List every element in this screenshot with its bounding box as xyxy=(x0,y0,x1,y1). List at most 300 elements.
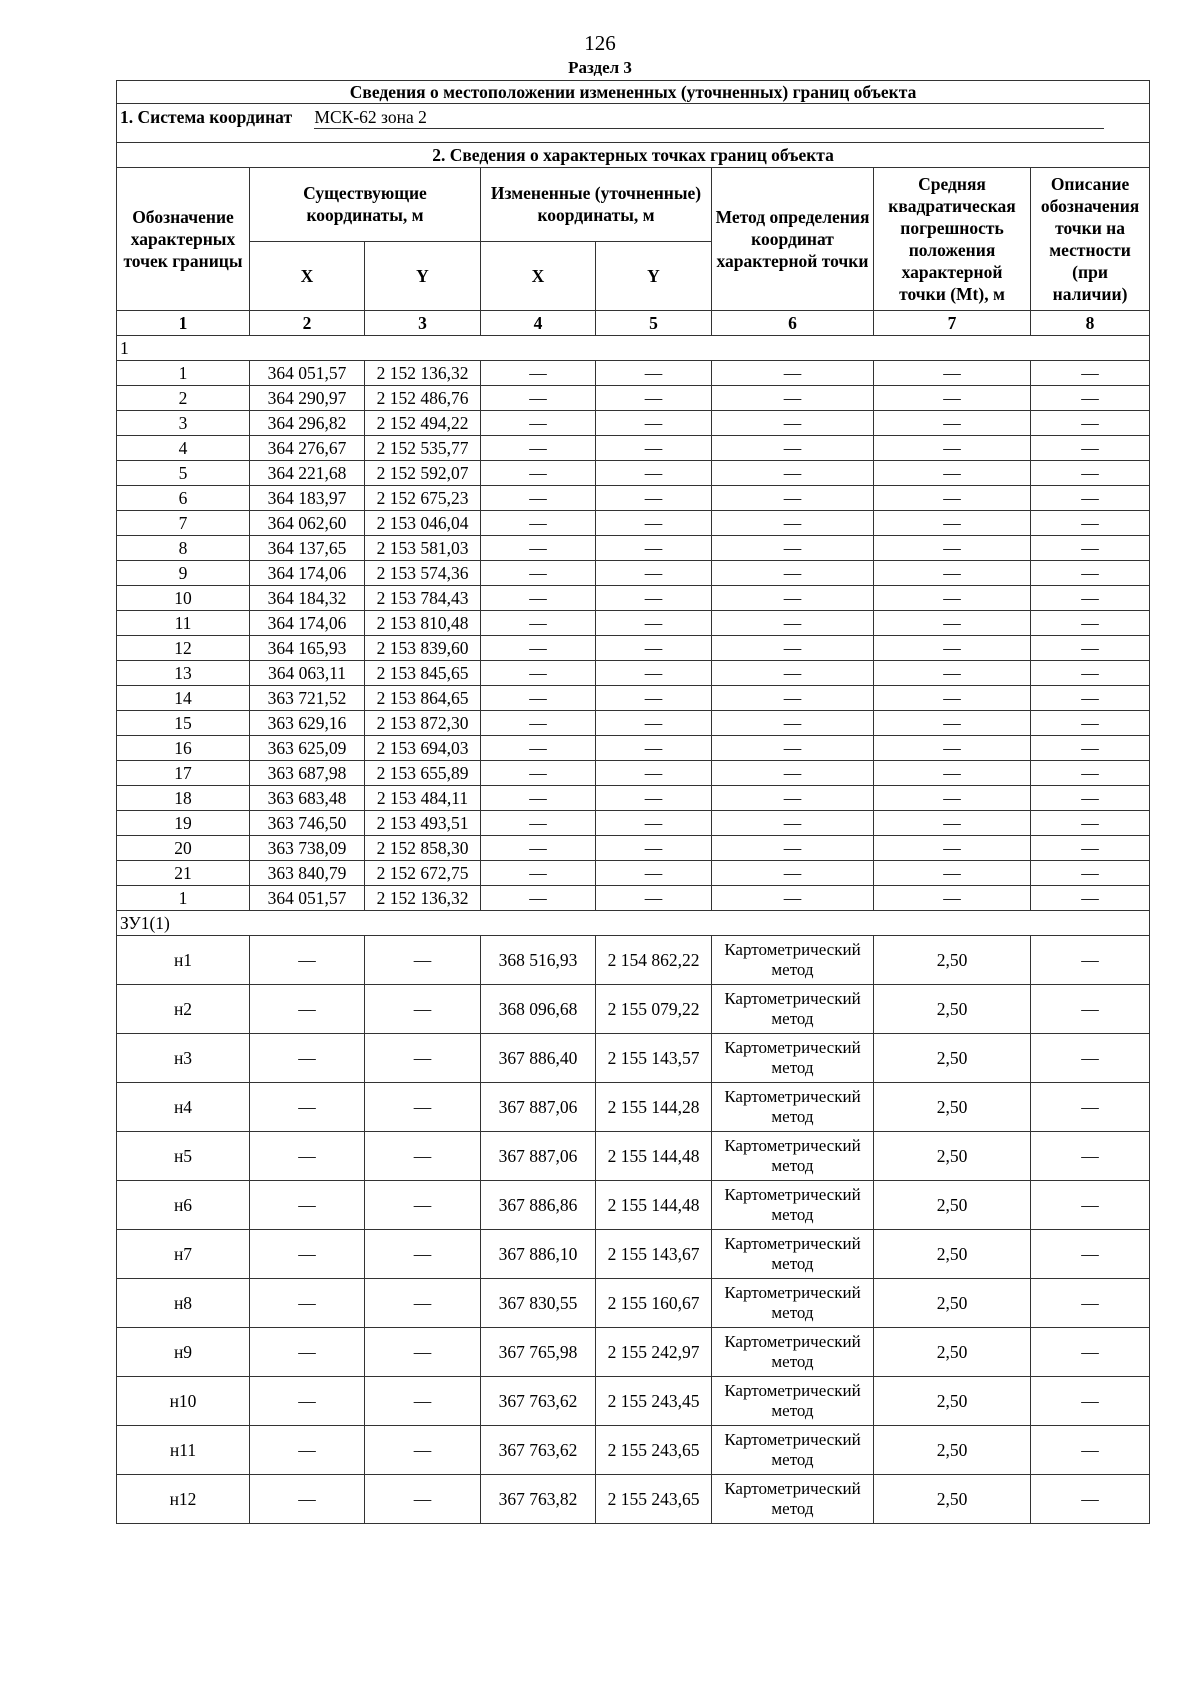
empty-dash: — xyxy=(365,1181,481,1230)
table-row xyxy=(117,1475,1150,1524)
existing-y: 2 153 872,30 xyxy=(365,711,481,736)
method: Картометрический метод xyxy=(712,1328,874,1377)
table-row xyxy=(117,1230,1150,1279)
column-number: 2 xyxy=(250,311,365,336)
table-row xyxy=(117,736,1150,761)
empty-dash: — xyxy=(596,636,712,661)
point-id: 16 xyxy=(117,736,250,761)
empty-dash: — xyxy=(596,511,712,536)
existing-y: 2 152 592,07 xyxy=(365,461,481,486)
empty-dash: — xyxy=(596,861,712,886)
empty-dash: — xyxy=(1031,1181,1150,1230)
empty-dash: — xyxy=(874,811,1031,836)
existing-x: 363 625,09 xyxy=(250,736,365,761)
existing-x: 364 051,57 xyxy=(250,361,365,386)
existing-x: 363 746,50 xyxy=(250,811,365,836)
empty-dash: — xyxy=(1031,1230,1150,1279)
accuracy-mt: 2,50 xyxy=(874,1083,1031,1132)
empty-dash: — xyxy=(712,786,874,811)
empty-dash: — xyxy=(1031,436,1150,461)
empty-dash: — xyxy=(1031,1279,1150,1328)
section-title: Раздел 3 xyxy=(568,58,632,77)
column-number: 3 xyxy=(365,311,481,336)
empty-dash: — xyxy=(712,411,874,436)
empty-dash: — xyxy=(874,736,1031,761)
existing-y: 2 152 672,75 xyxy=(365,861,481,886)
group-header-row xyxy=(117,336,1150,361)
existing-y: 2 152 535,77 xyxy=(365,436,481,461)
table-row xyxy=(117,686,1150,711)
accuracy-mt: 2,50 xyxy=(874,985,1031,1034)
point-id: н8 xyxy=(117,1279,250,1328)
empty-dash: — xyxy=(712,511,874,536)
existing-y: 2 153 046,04 xyxy=(365,511,481,536)
existing-y: 2 153 694,03 xyxy=(365,736,481,761)
point-id: 14 xyxy=(117,686,250,711)
point-id: 2 xyxy=(117,386,250,411)
method: Картометрический метод xyxy=(712,1083,874,1132)
existing-y: 2 153 655,89 xyxy=(365,761,481,786)
empty-dash: — xyxy=(712,836,874,861)
existing-y: 2 152 136,32 xyxy=(365,361,481,386)
changed-x: 368 516,93 xyxy=(481,936,596,985)
column-number: 8 xyxy=(1031,311,1150,336)
point-id: 10 xyxy=(117,586,250,611)
empty-dash: — xyxy=(712,461,874,486)
empty-dash: — xyxy=(596,486,712,511)
method: Картометрический метод xyxy=(712,936,874,985)
existing-x: 364 296,82 xyxy=(250,411,365,436)
empty-dash: — xyxy=(712,386,874,411)
empty-dash: — xyxy=(481,511,596,536)
empty-dash: — xyxy=(481,611,596,636)
changed-x: 368 096,68 xyxy=(481,985,596,1034)
empty-dash: — xyxy=(596,361,712,386)
table-row xyxy=(117,636,1150,661)
point-id: 17 xyxy=(117,761,250,786)
changed-x: 367 887,06 xyxy=(481,1132,596,1181)
empty-dash: — xyxy=(874,786,1031,811)
empty-dash: — xyxy=(712,861,874,886)
empty-dash: — xyxy=(1031,886,1150,911)
table-row xyxy=(117,985,1150,1034)
column-number: 6 xyxy=(712,311,874,336)
empty-dash: — xyxy=(596,661,712,686)
empty-dash: — xyxy=(596,611,712,636)
empty-dash: — xyxy=(1031,1132,1150,1181)
coord-system-value: МСК-62 зона 2 xyxy=(314,106,1104,129)
empty-dash: — xyxy=(365,1328,481,1377)
point-id: 8 xyxy=(117,536,250,561)
empty-dash: — xyxy=(250,1083,365,1132)
table-row xyxy=(117,836,1150,861)
group-label: ЗУ1(1) xyxy=(117,911,1150,936)
empty-dash: — xyxy=(1031,511,1150,536)
table-row xyxy=(117,1279,1150,1328)
header-point-designation: Обозначение характерных точек границы xyxy=(117,168,250,311)
empty-dash: — xyxy=(1031,1475,1150,1524)
point-id: 5 xyxy=(117,461,250,486)
empty-dash: — xyxy=(1031,1328,1150,1377)
accuracy-mt: 2,50 xyxy=(874,1328,1031,1377)
table-row xyxy=(117,1377,1150,1426)
empty-dash: — xyxy=(481,461,596,486)
table-row xyxy=(117,936,1150,985)
existing-x: 364 165,93 xyxy=(250,636,365,661)
empty-dash: — xyxy=(1031,1377,1150,1426)
method: Картометрический метод xyxy=(712,1132,874,1181)
point-id: н12 xyxy=(117,1475,250,1524)
empty-dash: — xyxy=(874,836,1031,861)
empty-dash: — xyxy=(874,661,1031,686)
empty-dash: — xyxy=(481,636,596,661)
point-id: н5 xyxy=(117,1132,250,1181)
empty-dash: — xyxy=(1031,1426,1150,1475)
empty-dash: — xyxy=(250,1279,365,1328)
changed-y: 2 155 079,22 xyxy=(596,985,712,1034)
existing-x: 364 062,60 xyxy=(250,511,365,536)
table-row xyxy=(117,1083,1150,1132)
empty-dash: — xyxy=(712,561,874,586)
table-row xyxy=(117,436,1150,461)
changed-x: 367 886,86 xyxy=(481,1181,596,1230)
table-row xyxy=(117,586,1150,611)
method: Картометрический метод xyxy=(712,1034,874,1083)
header-existing-x: X xyxy=(250,241,365,311)
empty-dash: — xyxy=(365,1034,481,1083)
table-row xyxy=(117,886,1150,911)
existing-y: 2 153 845,65 xyxy=(365,661,481,686)
existing-x: 363 721,52 xyxy=(250,686,365,711)
empty-dash: — xyxy=(481,711,596,736)
table-row xyxy=(117,1181,1150,1230)
point-id: 6 xyxy=(117,486,250,511)
empty-dash: — xyxy=(481,786,596,811)
existing-x: 363 738,09 xyxy=(250,836,365,861)
empty-dash: — xyxy=(481,811,596,836)
point-id: 1 xyxy=(117,886,250,911)
empty-dash: — xyxy=(874,861,1031,886)
empty-dash: — xyxy=(1031,361,1150,386)
changed-y: 2 155 144,48 xyxy=(596,1132,712,1181)
existing-x: 364 174,06 xyxy=(250,561,365,586)
empty-dash: — xyxy=(1031,686,1150,711)
point-id: 9 xyxy=(117,561,250,586)
empty-dash: — xyxy=(596,386,712,411)
existing-x: 364 276,67 xyxy=(250,436,365,461)
empty-dash: — xyxy=(712,536,874,561)
page-number: 126 xyxy=(584,31,616,55)
column-number: 5 xyxy=(596,311,712,336)
empty-dash: — xyxy=(481,861,596,886)
empty-dash: — xyxy=(1031,761,1150,786)
point-id: н4 xyxy=(117,1083,250,1132)
empty-dash: — xyxy=(1031,611,1150,636)
empty-dash: — xyxy=(596,786,712,811)
header-accuracy: Средняя квадратическая погрешность положения характерной точки (Mt), м xyxy=(874,168,1031,311)
table-row xyxy=(117,561,1150,586)
header-existing-y: Y xyxy=(365,241,481,311)
table-row xyxy=(117,811,1150,836)
existing-x: 364 137,65 xyxy=(250,536,365,561)
accuracy-mt: 2,50 xyxy=(874,1034,1031,1083)
empty-dash: — xyxy=(365,1377,481,1426)
empty-dash: — xyxy=(250,1132,365,1181)
accuracy-mt: 2,50 xyxy=(874,1132,1031,1181)
column-number: 4 xyxy=(481,311,596,336)
empty-dash: — xyxy=(712,361,874,386)
changed-y: 2 155 143,67 xyxy=(596,1230,712,1279)
accuracy-mt: 2,50 xyxy=(874,1426,1031,1475)
empty-dash: — xyxy=(596,561,712,586)
changed-x: 367 763,62 xyxy=(481,1426,596,1475)
empty-dash: — xyxy=(365,985,481,1034)
existing-x: 364 290,97 xyxy=(250,386,365,411)
table-row xyxy=(117,861,1150,886)
point-id: н10 xyxy=(117,1377,250,1426)
point-id: 4 xyxy=(117,436,250,461)
empty-dash: — xyxy=(874,386,1031,411)
points-title: 2. Сведения о характерных точках границ объекта xyxy=(117,143,1150,168)
empty-dash: — xyxy=(874,411,1031,436)
empty-dash: — xyxy=(712,886,874,911)
empty-dash: — xyxy=(712,711,874,736)
header-changed-y: Y xyxy=(596,241,712,311)
empty-dash: — xyxy=(1031,736,1150,761)
empty-dash: — xyxy=(1031,811,1150,836)
empty-dash: — xyxy=(874,511,1031,536)
table-row xyxy=(117,486,1150,511)
empty-dash: — xyxy=(874,761,1031,786)
changed-y: 2 155 143,57 xyxy=(596,1034,712,1083)
table-row xyxy=(117,786,1150,811)
empty-dash: — xyxy=(250,1034,365,1083)
table-row xyxy=(117,461,1150,486)
empty-dash: — xyxy=(1031,711,1150,736)
empty-dash: — xyxy=(365,1426,481,1475)
empty-dash: — xyxy=(1031,1034,1150,1083)
empty-dash: — xyxy=(1031,661,1150,686)
empty-dash: — xyxy=(481,761,596,786)
existing-x: 364 221,68 xyxy=(250,461,365,486)
point-id: 18 xyxy=(117,786,250,811)
empty-dash: — xyxy=(365,1230,481,1279)
accuracy-mt: 2,50 xyxy=(874,1181,1031,1230)
empty-dash: — xyxy=(874,886,1031,911)
empty-dash: — xyxy=(712,486,874,511)
point-id: 3 xyxy=(117,411,250,436)
point-id: 7 xyxy=(117,511,250,536)
empty-dash: — xyxy=(874,586,1031,611)
table-row xyxy=(117,761,1150,786)
empty-dash: — xyxy=(1031,861,1150,886)
accuracy-mt: 2,50 xyxy=(874,1475,1031,1524)
table-row xyxy=(117,361,1150,386)
empty-dash: — xyxy=(481,486,596,511)
empty-dash: — xyxy=(874,711,1031,736)
empty-dash: — xyxy=(596,686,712,711)
empty-dash: — xyxy=(481,886,596,911)
table-row xyxy=(117,711,1150,736)
empty-dash: — xyxy=(250,1230,365,1279)
empty-dash: — xyxy=(712,436,874,461)
header-column-numbers xyxy=(117,311,1150,336)
empty-dash: — xyxy=(481,586,596,611)
empty-dash: — xyxy=(250,936,365,985)
point-id: н2 xyxy=(117,985,250,1034)
column-number: 7 xyxy=(874,311,1031,336)
empty-dash: — xyxy=(874,636,1031,661)
empty-dash: — xyxy=(1031,936,1150,985)
table-row xyxy=(117,1426,1150,1475)
existing-y: 2 153 484,11 xyxy=(365,786,481,811)
changed-x: 367 830,55 xyxy=(481,1279,596,1328)
changed-y: 2 155 160,67 xyxy=(596,1279,712,1328)
existing-y: 2 152 486,76 xyxy=(365,386,481,411)
empty-dash: — xyxy=(365,1083,481,1132)
empty-dash: — xyxy=(874,686,1031,711)
point-id: 11 xyxy=(117,611,250,636)
method: Картометрический метод xyxy=(712,1475,874,1524)
accuracy-mt: 2,50 xyxy=(874,936,1031,985)
empty-dash: — xyxy=(712,736,874,761)
changed-y: 2 155 243,45 xyxy=(596,1377,712,1426)
empty-dash: — xyxy=(1031,1083,1150,1132)
existing-y: 2 153 839,60 xyxy=(365,636,481,661)
point-id: 20 xyxy=(117,836,250,861)
changed-x: 367 763,62 xyxy=(481,1377,596,1426)
empty-dash: — xyxy=(365,1132,481,1181)
table-row xyxy=(117,1328,1150,1377)
table-row xyxy=(117,1132,1150,1181)
header-changed-x: X xyxy=(481,241,596,311)
empty-dash: — xyxy=(481,386,596,411)
empty-dash: — xyxy=(1031,586,1150,611)
header-description: Описание обозначения точки на местности (при наличии) xyxy=(1031,168,1150,311)
empty-dash: — xyxy=(250,1328,365,1377)
empty-dash: — xyxy=(596,586,712,611)
changed-x: 367 765,98 xyxy=(481,1328,596,1377)
header-existing-coordinates: Существующие координаты, м xyxy=(250,168,481,242)
empty-dash: — xyxy=(712,811,874,836)
existing-y: 2 152 675,23 xyxy=(365,486,481,511)
point-id: н3 xyxy=(117,1034,250,1083)
empty-dash: — xyxy=(1031,411,1150,436)
empty-dash: — xyxy=(481,561,596,586)
existing-x: 364 174,06 xyxy=(250,611,365,636)
empty-dash: — xyxy=(481,686,596,711)
empty-dash: — xyxy=(874,361,1031,386)
changed-x: 367 886,40 xyxy=(481,1034,596,1083)
table-row xyxy=(117,386,1150,411)
changed-x: 367 763,82 xyxy=(481,1475,596,1524)
method: Картометрический метод xyxy=(712,1279,874,1328)
empty-dash: — xyxy=(874,461,1031,486)
table-row xyxy=(117,611,1150,636)
empty-dash: — xyxy=(874,561,1031,586)
empty-dash: — xyxy=(596,436,712,461)
empty-dash: — xyxy=(712,636,874,661)
existing-y: 2 153 574,36 xyxy=(365,561,481,586)
existing-x: 363 683,48 xyxy=(250,786,365,811)
point-id: 21 xyxy=(117,861,250,886)
accuracy-mt: 2,50 xyxy=(874,1279,1031,1328)
empty-dash: — xyxy=(1031,836,1150,861)
empty-dash: — xyxy=(365,936,481,985)
empty-dash: — xyxy=(596,836,712,861)
empty-dash: — xyxy=(250,1181,365,1230)
empty-dash: — xyxy=(250,1377,365,1426)
group-label: 1 xyxy=(117,336,1150,361)
empty-dash: — xyxy=(481,836,596,861)
existing-y: 2 153 784,43 xyxy=(365,586,481,611)
empty-dash: — xyxy=(596,736,712,761)
empty-dash: — xyxy=(596,761,712,786)
table-row xyxy=(117,511,1150,536)
empty-dash: — xyxy=(365,1475,481,1524)
point-id: н11 xyxy=(117,1426,250,1475)
empty-dash: — xyxy=(712,761,874,786)
empty-dash: — xyxy=(712,661,874,686)
empty-dash: — xyxy=(481,536,596,561)
existing-x: 363 629,16 xyxy=(250,711,365,736)
accuracy-mt: 2,50 xyxy=(874,1230,1031,1279)
column-number: 1 xyxy=(117,311,250,336)
empty-dash: — xyxy=(1031,786,1150,811)
empty-dash: — xyxy=(1031,386,1150,411)
changed-x: 367 887,06 xyxy=(481,1083,596,1132)
existing-x: 364 184,32 xyxy=(250,586,365,611)
changed-y: 2 155 243,65 xyxy=(596,1426,712,1475)
changed-y: 2 155 144,48 xyxy=(596,1181,712,1230)
empty-dash: — xyxy=(712,586,874,611)
empty-dash: — xyxy=(1031,561,1150,586)
point-id: 19 xyxy=(117,811,250,836)
table-row xyxy=(117,1034,1150,1083)
existing-x: 364 051,57 xyxy=(250,886,365,911)
existing-x: 364 183,97 xyxy=(250,486,365,511)
accuracy-mt: 2,50 xyxy=(874,1377,1031,1426)
existing-y: 2 153 493,51 xyxy=(365,811,481,836)
empty-dash: — xyxy=(874,436,1031,461)
method: Картометрический метод xyxy=(712,1377,874,1426)
method: Картометрический метод xyxy=(712,1230,874,1279)
point-id: н6 xyxy=(117,1181,250,1230)
empty-dash: — xyxy=(1031,636,1150,661)
empty-dash: — xyxy=(596,536,712,561)
empty-dash: — xyxy=(365,1279,481,1328)
point-id: 1 xyxy=(117,361,250,386)
table-title: Сведения о местоположении измененных (уточненных) границ объекта xyxy=(117,81,1150,104)
existing-y: 2 152 136,32 xyxy=(365,886,481,911)
point-id: н9 xyxy=(117,1328,250,1377)
existing-y: 2 152 858,30 xyxy=(365,836,481,861)
coord-system-label: 1. Система координат xyxy=(120,107,293,127)
empty-dash: — xyxy=(596,886,712,911)
table-row xyxy=(117,536,1150,561)
empty-dash: — xyxy=(481,436,596,461)
existing-y: 2 153 581,03 xyxy=(365,536,481,561)
empty-dash: — xyxy=(712,611,874,636)
changed-y: 2 154 862,22 xyxy=(596,936,712,985)
existing-x: 363 840,79 xyxy=(250,861,365,886)
empty-dash: — xyxy=(596,411,712,436)
empty-dash: — xyxy=(1031,985,1150,1034)
table-row xyxy=(117,411,1150,436)
existing-y: 2 153 810,48 xyxy=(365,611,481,636)
point-id: 13 xyxy=(117,661,250,686)
empty-dash: — xyxy=(1031,486,1150,511)
